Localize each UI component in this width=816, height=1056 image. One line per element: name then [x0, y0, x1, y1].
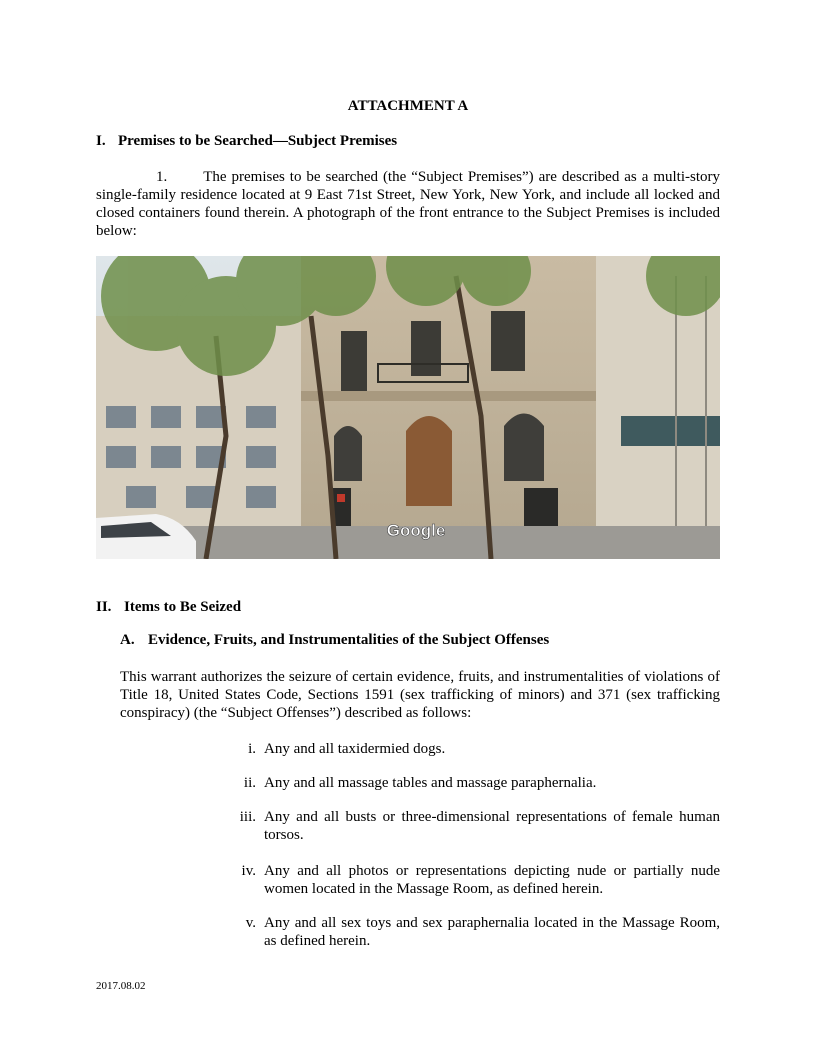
footer-date: 2017.08.02: [96, 980, 146, 992]
section-1-heading: [96, 132, 397, 150]
section-2-heading: [96, 598, 241, 616]
building-photo-illustration: [96, 256, 720, 559]
list-item-text: Any and all sex toys and sex paraphernalia located in the Massage Room, as defined herein.: [264, 915, 720, 949]
list-item: [228, 774, 720, 792]
list-item-text: Any and all taxidermied dogs.: [264, 741, 446, 757]
list-item: [228, 914, 720, 950]
photo-watermark: Google: [386, 521, 446, 540]
list-item: [228, 808, 720, 844]
subsection-a-title: Evidence, Fruits, and Instrumentalities of the Subject Offenses: [148, 632, 550, 648]
list-item-text: Any and all busts or three-dimensional representations of female human torsos.: [264, 809, 720, 843]
section-1-number: I.: [96, 133, 106, 149]
subsection-a-letter: A.: [120, 632, 135, 648]
list-item: [228, 740, 720, 758]
paragraph-number: 1.: [156, 169, 168, 185]
premises-description: The premises to be searched (the “Subject Premises”) are described as a multi-story single-family residence located at 9 East 71st Street, New York, New York, and include all locked and closed containers found therein. A photograph of the front entrance to the Subject Premises is included below:: [96, 169, 720, 239]
warrant-intro-paragraph: This warrant authorizes the seizure of certain evidence, fruits, and instrumentalities of violations of Title 18, United States Code, Sections 1591 (sex trafficking of minors) and 371 (sex trafficking conspiracy) (the “Subject Offenses”) described as follows:: [120, 669, 720, 721]
list-item-marker: ii.: [243, 775, 256, 791]
section-2-number: II.: [96, 599, 112, 615]
document-title: ATTACHMENT A: [347, 98, 469, 114]
list-item-marker: iv.: [241, 863, 256, 879]
section-1-title: Premises to be Searched—Subject Premises: [118, 133, 398, 149]
premises-photo: [96, 256, 720, 559]
list-item-text: Any and all massage tables and massage paraphernalia.: [264, 775, 597, 791]
premises-paragraph: [96, 168, 720, 240]
list-item: [228, 862, 720, 898]
list-item-text: Any and all photos or representations depicting nude or partially nude women located in the Massage Room, as defined herein.: [264, 863, 720, 897]
subsection-a-heading: [120, 631, 549, 649]
list-item-marker: i.: [248, 741, 256, 757]
list-item-marker: v.: [245, 915, 256, 931]
section-2-title: Items to Be Seized: [124, 599, 242, 615]
list-item-marker: iii.: [239, 809, 256, 825]
